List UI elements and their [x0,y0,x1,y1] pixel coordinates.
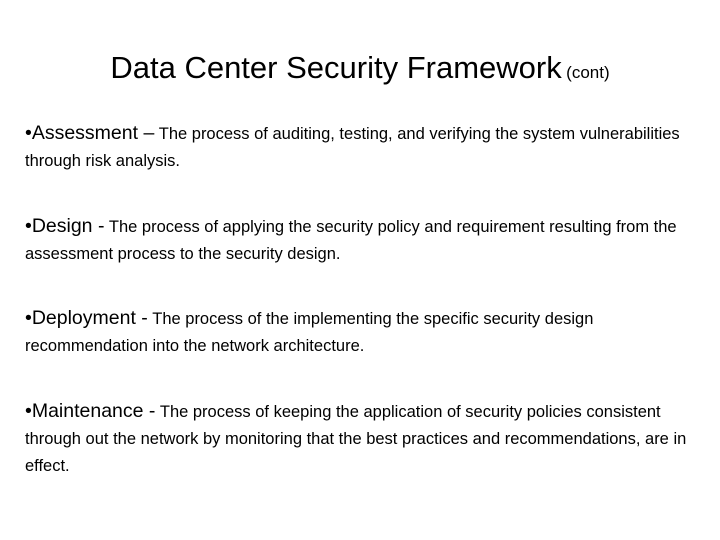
bullet-term: Assessment – [31,122,155,144]
bullet-marker: • [25,215,32,237]
bullet-term: Maintenance - [31,400,156,422]
bullet-description: The process of applying the security policy and requirement resulting from the assessment process to the security design. [25,218,677,263]
bullet-term: Deployment - [31,307,148,329]
bullet-marker: • [25,307,32,329]
bullet-description: The process of keeping the application of security policies consistent through out the network by monitoring that the best practices and recommendations, are in effect. [25,403,687,475]
slide-title [0,50,720,86]
bullet-marker: • [25,122,32,144]
bullet-design [25,213,695,268]
title-suffix: (cont) [566,63,610,82]
title-main: Data Center Security Framework [110,50,562,85]
bullet-term: Design - [31,215,105,237]
bullet-marker: • [25,400,32,422]
bullet-description: The process of the implementing the specific security design recommendation into the network architecture. [25,310,594,355]
bullet-maintenance [25,398,695,480]
bullet-deployment [25,305,695,360]
bullet-assessment [25,120,695,175]
bullet-description: The process of auditing, testing, and verifying the system vulnerabilities through risk analysis. [25,125,680,170]
